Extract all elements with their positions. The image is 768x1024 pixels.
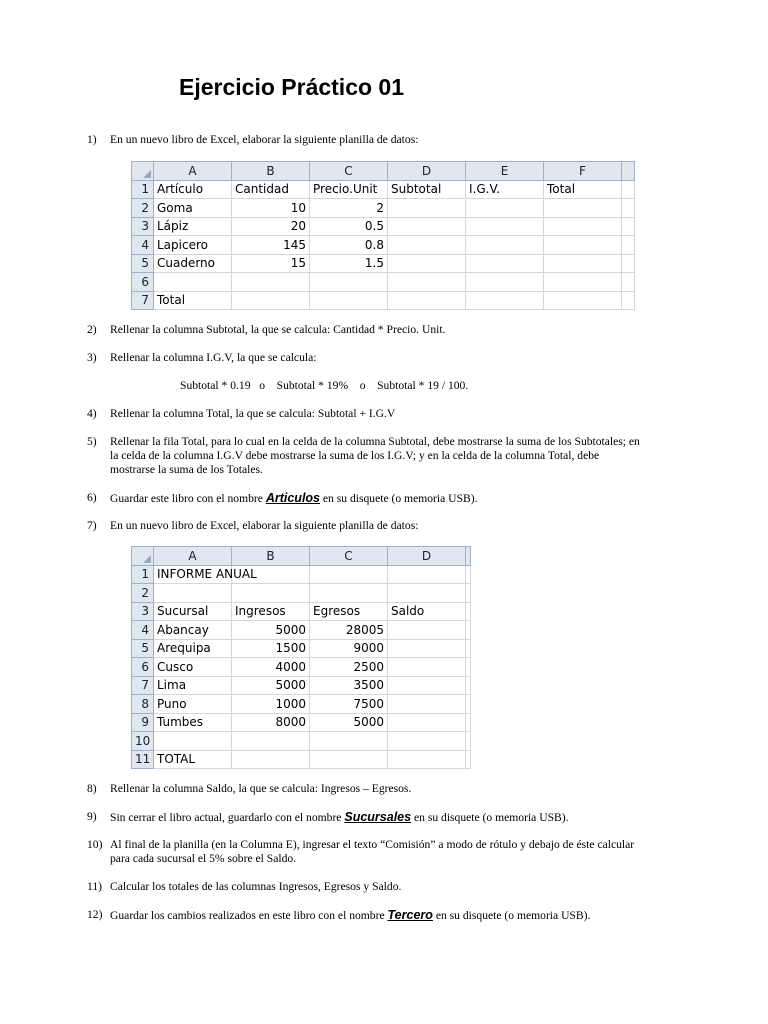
table-cell[interactable]: Artículo (154, 180, 232, 199)
table-cell[interactable] (622, 273, 635, 292)
table-cell[interactable] (466, 291, 544, 310)
table-row (132, 565, 471, 584)
instruction-12 (87, 908, 647, 923)
table-cell[interactable] (388, 273, 466, 292)
table-cell[interactable]: Ingresos (232, 602, 310, 621)
table-cell[interactable] (388, 658, 466, 677)
row-header[interactable]: 4 (132, 236, 154, 255)
table-row (132, 713, 471, 732)
table-cell[interactable] (388, 199, 466, 218)
table-cell[interactable] (232, 273, 310, 292)
row-header[interactable]: 11 (132, 750, 154, 769)
column-header[interactable]: D (388, 162, 466, 181)
table-cell[interactable]: Egresos (310, 602, 388, 621)
instruction-text: en su disquete (o memoria USB). (411, 811, 569, 824)
column-header-row (132, 547, 471, 566)
table-cell[interactable]: 145 (232, 236, 310, 255)
table-cell[interactable] (388, 254, 466, 273)
table-cell[interactable] (466, 621, 471, 640)
select-all-icon (143, 170, 151, 178)
table-cell[interactable]: Saldo (388, 602, 466, 621)
instruction-number: 2) (87, 323, 97, 336)
table-cell[interactable]: 20 (232, 217, 310, 236)
row-header[interactable]: 3 (132, 602, 154, 621)
table-cell[interactable] (622, 199, 635, 218)
igv-formula: Subtotal * 0.19 o Subtotal * 19% o Subtotal * 19 / 100. (180, 379, 469, 392)
row-header[interactable]: 3 (132, 217, 154, 236)
table-cell[interactable]: Sucursal (154, 602, 232, 621)
table-cell[interactable]: Cusco (154, 658, 232, 677)
instruction-text: En un nuevo libro de Excel, elaborar la siguiente planilla de datos: (110, 519, 419, 532)
table-cell[interactable]: Puno (154, 695, 232, 714)
row-header[interactable]: 2 (132, 199, 154, 218)
table-cell[interactable] (466, 602, 471, 621)
spreadsheet-articulos (131, 161, 635, 310)
table-cell[interactable] (466, 750, 471, 769)
table-cell[interactable] (388, 584, 466, 603)
table-cell[interactable] (466, 217, 544, 236)
table-cell[interactable] (544, 291, 622, 310)
instruction-10 (87, 838, 647, 866)
instruction-number: 5) (87, 435, 97, 448)
table-row (132, 217, 635, 236)
instruction-5 (87, 435, 647, 477)
instruction-number: 9) (87, 810, 97, 823)
column-header[interactable] (466, 547, 471, 566)
table-cell[interactable]: 15 (232, 254, 310, 273)
table-cell[interactable] (232, 750, 310, 769)
table-cell[interactable]: 8000 (232, 713, 310, 732)
table-cell[interactable]: 9000 (310, 639, 388, 658)
table-cell[interactable] (466, 658, 471, 677)
table-cell[interactable] (154, 584, 232, 603)
instruction-text: Rellenar la fila Total, para lo cual en la celda de la columna Subtotal, debe mostrarse la suma de los Subtotales; en la celda de la columna I.G.V debe mostrarse la suma de los I.G.V; y en la celda de la columna Total, debe mostrarse la suma de los Totales. (110, 435, 640, 476)
page-title: Ejercicio Práctico 01 (179, 74, 405, 100)
table-row (132, 750, 471, 769)
table-cell[interactable] (466, 584, 471, 603)
instruction-text: Calcular los totales de las columnas Ingresos, Egresos y Saldo. (110, 880, 402, 893)
row-header[interactable]: 2 (132, 584, 154, 603)
select-all-corner[interactable] (132, 162, 154, 181)
select-all-icon (143, 555, 151, 563)
instruction-number: 12) (87, 908, 103, 921)
table-cell[interactable] (388, 621, 466, 640)
table-cell[interactable]: INFORME ANUAL (154, 565, 232, 584)
table-cell[interactable]: Cuaderno (154, 254, 232, 273)
table-cell[interactable] (310, 750, 388, 769)
table-cell[interactable]: Lapicero (154, 236, 232, 255)
table-cell[interactable]: TOTAL (154, 750, 232, 769)
table-cell[interactable] (310, 584, 388, 603)
table-cell[interactable] (388, 695, 466, 714)
instruction-text: En un nuevo libro de Excel, elaborar la siguiente planilla de datos: (110, 133, 419, 146)
instruction-number: 8) (87, 782, 97, 795)
table-cell[interactable] (232, 291, 310, 310)
row-header[interactable]: 10 (132, 732, 154, 751)
table-cell[interactable] (154, 273, 232, 292)
table-row (132, 291, 635, 310)
table-cell[interactable] (388, 732, 466, 751)
table-cell[interactable] (544, 273, 622, 292)
table-cell[interactable] (622, 254, 635, 273)
table-row (132, 199, 635, 218)
table-row (132, 236, 635, 255)
table-row (132, 658, 471, 677)
table-cell[interactable]: Tumbes (154, 713, 232, 732)
table-cell[interactable] (622, 236, 635, 255)
instruction-3 (87, 351, 647, 365)
column-header[interactable]: C (310, 162, 388, 181)
table-row (132, 695, 471, 714)
table-cell[interactable] (466, 695, 471, 714)
table-cell[interactable]: 1.5 (310, 254, 388, 273)
row-header[interactable]: 5 (132, 254, 154, 273)
row-header[interactable]: 7 (132, 676, 154, 695)
table-cell[interactable] (466, 639, 471, 658)
column-header[interactable]: B (232, 162, 310, 181)
table-row (132, 180, 635, 199)
table-cell[interactable] (466, 676, 471, 695)
table-cell[interactable]: I.G.V. (466, 180, 544, 199)
table-cell[interactable]: Lima (154, 676, 232, 695)
row-header[interactable]: 5 (132, 639, 154, 658)
table-cell[interactable]: 28005 (310, 621, 388, 640)
row-header[interactable]: 4 (132, 621, 154, 640)
instruction-11 (87, 880, 647, 894)
table-cell[interactable]: 2 (310, 199, 388, 218)
table-cell[interactable] (388, 565, 466, 584)
instruction-number: 3) (87, 351, 97, 364)
column-header[interactable]: A (154, 547, 232, 566)
table-cell[interactable] (310, 273, 388, 292)
table-cell[interactable]: 5000 (232, 621, 310, 640)
instruction-number: 10) (87, 838, 103, 851)
table-cell[interactable] (388, 291, 466, 310)
instruction-text: Guardar los cambios realizados en este libro con el nombre (110, 909, 388, 922)
table-cell[interactable] (466, 199, 544, 218)
table-cell[interactable] (544, 199, 622, 218)
row-header[interactable]: 6 (132, 658, 154, 677)
instruction-text: Sin cerrar el libro actual, guardarlo con el nombre (110, 811, 345, 824)
instruction-4 (87, 407, 647, 421)
table-cell[interactable] (544, 217, 622, 236)
table-row (132, 584, 471, 603)
instruction-7 (87, 519, 647, 533)
table-cell[interactable]: Subtotal (388, 180, 466, 199)
column-header[interactable] (622, 162, 635, 181)
table-row (132, 676, 471, 695)
column-header[interactable]: E (466, 162, 544, 181)
table-cell[interactable]: 5000 (232, 676, 310, 695)
column-header[interactable]: F (544, 162, 622, 181)
table-cell[interactable] (310, 732, 388, 751)
instruction-number: 6) (87, 491, 97, 504)
table-cell[interactable] (466, 713, 471, 732)
spreadsheet-informe-anual (131, 546, 471, 769)
instruction-text: Rellenar la columna Total, la que se calcula: Subtotal + I.G.V (110, 407, 396, 420)
table-cell[interactable] (310, 565, 388, 584)
filename-keyword: Sucursales (344, 810, 412, 824)
table-row (132, 602, 471, 621)
table-cell[interactable] (310, 291, 388, 310)
table-cell[interactable] (466, 273, 544, 292)
instruction-9 (87, 810, 647, 825)
filename-keyword: Articulos (265, 491, 321, 505)
instruction-number: 1) (87, 133, 97, 146)
table-cell[interactable]: 7500 (310, 695, 388, 714)
instruction-text: Guardar este libro con el nombre (110, 492, 266, 505)
instruction-6 (87, 491, 647, 506)
instruction-text: Rellenar la columna Saldo, la que se calcula: Ingresos – Egresos. (110, 782, 412, 795)
table-cell[interactable] (388, 750, 466, 769)
instruction-text: en su disquete (o memoria USB). (432, 909, 591, 922)
instruction-text: Rellenar la columna Subtotal, la que se calcula: Cantidad * Precio. Unit. (110, 323, 446, 336)
instruction-2 (87, 323, 647, 337)
table-cell[interactable] (388, 217, 466, 236)
table-cell[interactable]: 0.5 (310, 217, 388, 236)
table-cell[interactable]: Goma (154, 199, 232, 218)
table-cell[interactable] (232, 584, 310, 603)
column-header[interactable]: D (388, 547, 466, 566)
table-cell[interactable]: 2500 (310, 658, 388, 677)
table-row (132, 273, 635, 292)
table-cell[interactable]: Abancay (154, 621, 232, 640)
table-cell[interactable] (466, 732, 471, 751)
table-cell[interactable]: 0.8 (310, 236, 388, 255)
table-row (132, 254, 635, 273)
table-cell[interactable]: Lápiz (154, 217, 232, 236)
table-cell[interactable] (622, 180, 635, 199)
instruction-number: 4) (87, 407, 97, 420)
table-cell[interactable] (544, 236, 622, 255)
table-cell[interactable]: Arequipa (154, 639, 232, 658)
table-cell[interactable]: 1000 (232, 695, 310, 714)
column-header-row (132, 162, 635, 181)
table-row (132, 639, 471, 658)
instruction-text: en su disquete (o memoria USB). (320, 492, 478, 505)
column-header[interactable]: C (310, 547, 388, 566)
filename-keyword: Tercero (387, 908, 433, 922)
instruction-8 (87, 782, 647, 796)
instruction-number: 11) (87, 880, 103, 893)
table-cell[interactable]: Cantidad (232, 180, 310, 199)
table-row (132, 732, 471, 751)
table-row (132, 621, 471, 640)
table-cell[interactable] (466, 254, 544, 273)
table-cell[interactable] (154, 732, 232, 751)
table-cell[interactable]: Total (544, 180, 622, 199)
column-header[interactable]: B (232, 547, 310, 566)
table-cell[interactable] (544, 254, 622, 273)
table-cell[interactable] (388, 676, 466, 695)
table-cell[interactable] (622, 217, 635, 236)
table-cell[interactable]: 3500 (310, 676, 388, 695)
row-header[interactable]: 6 (132, 273, 154, 292)
table-cell[interactable]: Precio.Unit (310, 180, 388, 199)
row-header[interactable]: 1 (132, 180, 154, 199)
table-cell[interactable]: 1500 (232, 639, 310, 658)
table-cell[interactable]: 4000 (232, 658, 310, 677)
row-header[interactable]: 1 (132, 565, 154, 584)
table-cell[interactable] (388, 713, 466, 732)
instruction-1 (87, 133, 647, 147)
row-header[interactable]: 9 (132, 713, 154, 732)
row-header[interactable]: 8 (132, 695, 154, 714)
instruction-text: Rellenar la columna I.G.V, la que se calcula: (110, 351, 317, 364)
table-cell[interactable]: 10 (232, 199, 310, 218)
table-cell[interactable] (466, 236, 544, 255)
row-header[interactable]: 7 (132, 291, 154, 310)
table-cell[interactable] (466, 565, 471, 584)
table-cell[interactable]: Total (154, 291, 232, 310)
instruction-text: Al final de la planilla (en la Columna E), ingresar el texto “Comisión” a modo de rótulo y debajo de éste calcular para cada sucursal el 5% sobre el Saldo. (110, 838, 635, 865)
table-cell[interactable] (388, 639, 466, 658)
table-cell[interactable]: 5000 (310, 713, 388, 732)
table-cell[interactable] (232, 732, 310, 751)
column-header[interactable]: A (154, 162, 232, 181)
table-cell[interactable] (622, 291, 635, 310)
table-cell[interactable] (388, 236, 466, 255)
instruction-number: 7) (87, 519, 97, 532)
select-all-corner[interactable] (132, 547, 154, 566)
